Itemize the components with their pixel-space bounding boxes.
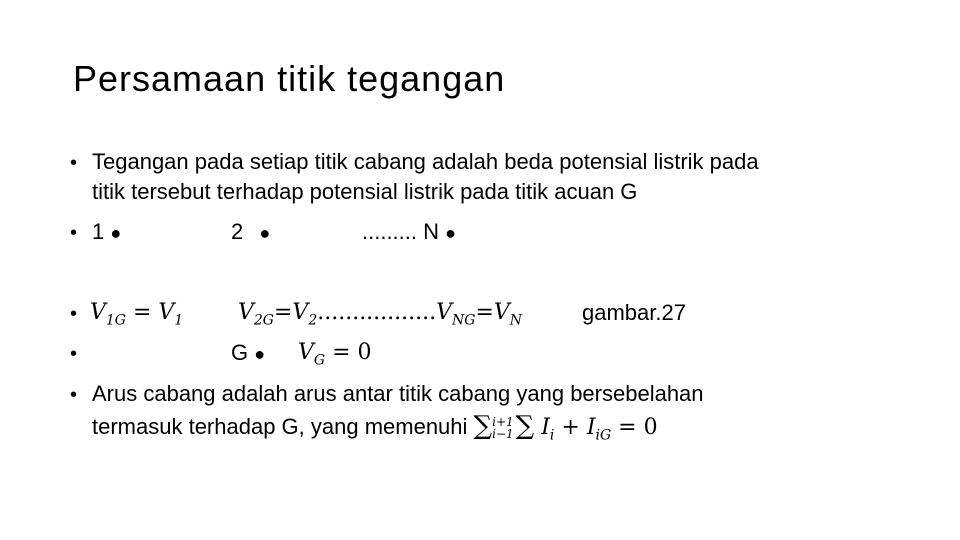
eqn-rhs: V [493,300,510,325]
eqn-equals: = [475,300,494,325]
eq2-equals: = [273,300,293,325]
node-list [92,217,121,248]
bullet-marker: • [70,384,78,406]
eqn-lhs: V [436,300,453,325]
equation-vg [298,338,372,375]
eq1-equals: = [125,300,159,325]
node-n-dot: ● [445,223,457,243]
bullet1-line2: titik tersebut terhadap potensial listrik pada titik acuan G [92,179,638,204]
eqn-rhs-sub: N [509,312,523,329]
vg-lhs-sub: G [313,352,326,369]
eq1-lhs-sub: 1G [105,312,126,329]
node-2-dot: ● [259,223,271,243]
vg-lhs: V [298,340,314,365]
bullet-marker: • [70,222,78,244]
eq1-rhs-sub: 1 [174,312,184,329]
term2-sub: iG [595,427,612,444]
ground-node-label: G [231,340,249,365]
node-2 [231,217,270,248]
node-1-dot: ● [110,223,122,243]
bullet1-line1: Tegangan pada setiap titik cabang adalah beda potensial listrik pada [92,149,759,174]
node-n [362,217,456,248]
vg-rest: = 0 [325,340,372,365]
sum-symbol-2: ∑ [515,411,535,441]
eq2-rhs: V [292,300,309,325]
bullet-marker: • [70,303,78,325]
ground-node-dot: ● [254,344,266,364]
equation-v2g-vng [238,298,522,335]
equation-v1g [90,298,183,335]
bullet-marker: • [70,152,78,174]
bullet5-line2: termasuk terhadap G, yang memenuhi [92,414,468,439]
eq1-rhs: V [158,300,175,325]
sum-lower: i−1 [492,427,514,441]
sum-symbol-1: ∑ [473,411,493,441]
node-n-label: N [423,219,440,244]
sum-limits [492,416,514,440]
eq1-lhs: V [90,300,106,325]
kirchhoff-rest: = 0 [611,415,658,440]
kirchhoff-equation [473,411,658,444]
plus: + [554,415,587,440]
sum-upper: i+1 [492,415,514,429]
node-2-label: 2 [231,219,244,244]
eq-dots: ................. [317,300,437,325]
term2: I [586,415,596,440]
eqn-lhs-sub: NG [452,312,476,329]
bullet-marker: • [70,343,78,365]
eq2-rhs-sub: 2 [308,312,318,329]
slide-title: Persamaan titik tegangan [73,58,506,99]
bullet5-line1: Arus cabang adalah arus antar titik cabang yang bersebelahan [92,381,704,406]
node-dots: ......... [362,219,418,244]
bullet5-line2-wrap [92,411,658,450]
term1: I [541,415,550,440]
term1-sub: i [549,427,555,444]
ground-node [231,338,265,369]
node-1-label: 1 [92,219,105,244]
eq2-lhs-sub: 2G [253,312,274,329]
eq2-lhs: V [238,300,254,325]
figure-label: gambar.27 [582,300,686,325]
